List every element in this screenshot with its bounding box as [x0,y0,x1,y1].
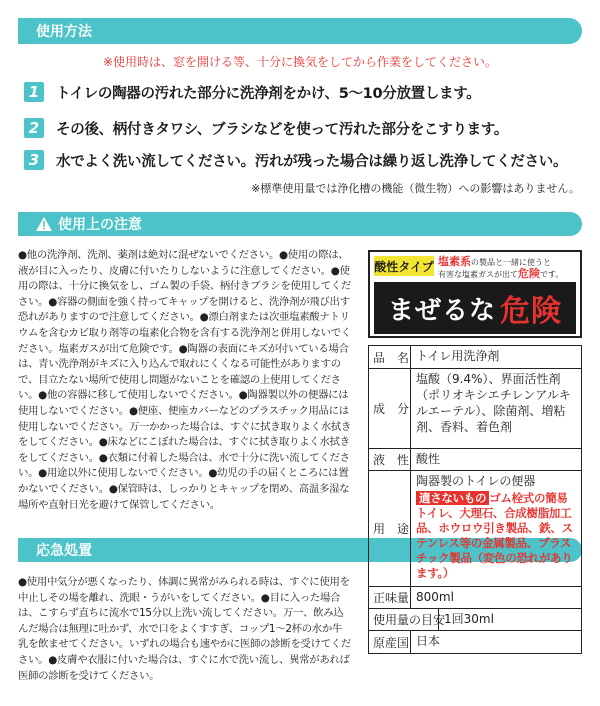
step-text: トイレの陶器の汚れた部分に洗浄剤をかけ、5〜10分放置します。 [56,85,481,102]
step-number: 2 [24,118,44,138]
spec-row-name: 品 名 トイレ用洗浄剤 [369,346,581,369]
caution-title: 使用上の注意 [58,217,142,233]
warning-icon [36,217,52,231]
step-text: その後、柄付きタワシ、ブラシなどを使って汚れた部分をこすります。 [56,121,509,138]
spec-row-liquid: 液 性 酸性 [369,449,581,471]
spec-row-origin: 原産国 日本 [369,631,581,653]
usage-step-3 [24,148,590,172]
spec-row-use: 用 途 陶器製のトイレの便器 適さないもの ゴム栓式の簡易トイレ、大理石、合成樹脂加工品、ホウロウ引き製品、鉄、ステンレス等の金属製品、プラスチック製品（変色の恐れがあります。） [369,471,581,587]
product-spec-table [368,345,582,654]
spec-row-components: 成 分 塩酸（9.4%）、界面活性剤（ポリオキシエチレンアルキルエーテル）、除菌剤、増粘剤、香料、着色剤 [369,369,581,449]
usage-step-2 [24,116,590,140]
emergency-body: ●使用中気分が悪くなったり、体調に異常がみられる時は、すぐに使用を中止しその場を離れ、洗眼・うがいをしてください。●目に入った場合は、こすらず直ちに流水で15分以上洗い流してください。万一、飲み込んだ場合は無理に吐かず、水で口をよくすすぎ、コップ1〜2杯の水か牛乳を飲ませてください。いずれの場合も速やかに医師の診断を受けてください。●皮膚や衣服に付いた場合は、すぐに水で洗い流し、異常があれば医師の診断を受けてください。 [18,576,351,682]
acid-type-badge: 酸性タイプ [374,256,434,276]
chlorine-warning: 塩素系の製品と一緒に使うと 有害な塩素ガスが出て危険です。 [438,255,564,280]
caution-header [18,212,582,236]
do-not-mix-banner: まぜるな 危険 [374,282,576,334]
ventilation-warning: ※使用時は、窓を開ける等、十分に換気をしてから作業をしてください。 [102,55,498,69]
spec-row-quantity: 正味量 800ml [369,587,581,609]
mixing-danger-label [368,250,582,338]
caution-body: ●他の洗浄剤、洗剤、薬剤は絶対に混ぜないでください。●使用の際は、液が目に入ったり、皮膚に付いたりしないように注意してください。●使用の際は、十分に換気をし、ゴム製の手袋、柄付きブラシを使用してください。●容器の側面を強く持ってキャップを開けると、洗浄剤が飛び出す恐れがありますので注意してください。●漂白剤または次亜塩素酸ナトリウムを含むカビ取り剤等の塩素化合物を含有する洗浄剤と併用しないでください。塩素ガスが出て危険です。●陶器の表面にキズが付いている場合は、青い洗浄剤がキズに入り込んで取れにくくなる可能性がありますので、目立たない場所で使用し問題がないことを確認の上使用してください。●他の容器に移して使用しないでください。●陶器製以外の便器には使用しないでください。●便座、便座カバーなどのプラスチック用品には使用しないでください。万一かかった場合は、すぐに拭き取りよく水拭きをしてください。●床などにこぼれた場合は、すぐに拭き取りよく水拭きをしてください。●衣類に付着した場合は、水で十分に洗い流してください。●用途以外に使用しないでください。●幼児の手の届くところには置かないでください。●保管時は、しっかりとキャップを閉め、高温多湿な場所や直射日光を避けて保管してください。 [18,249,351,511]
use-value: 陶器製のトイレの便器 [416,474,536,488]
septic-note: ※標準使用量では浄化槽の機能（微生物）への影響はありません。 [251,182,580,195]
step-text: 水でよく洗い流してください。汚れが残った場合は繰り返し洗浄してください。 [56,153,568,170]
usage-title: 使用方法 [36,24,92,40]
step-number: 3 [24,150,44,170]
usage-header [18,18,582,44]
step-number: 1 [24,82,44,102]
unsuitable-items: 適さないもの ゴム栓式の簡易トイレ、大理石、合成樹脂加工品、ホウロウ引き製品、鉄、ステンレス等の金属製品、プラスチック製品（変色の恐れがあります。） [416,491,573,580]
emergency-title: 応急処置 [36,543,92,559]
spec-row-amount: 使用量の目安 1回30ml [369,609,581,631]
usage-step-1 [24,80,590,104]
